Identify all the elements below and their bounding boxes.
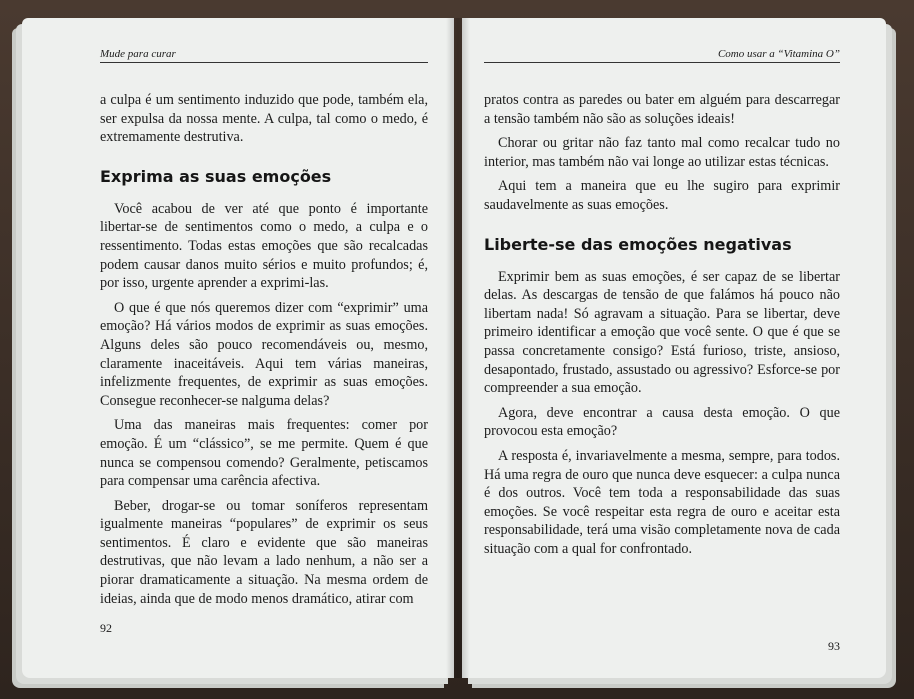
paragraph: Exprimir bem as suas emoções, é ser capaz de se libertar delas. As descargas de tensão de que falámos há pouco não libertam nada! Só agravam a situação. Para se libertar, deve primeiro identificar a emoção que você sente. O que é que se passa concretamente consigo? Está furioso, triste, ansioso, desapontado, frustado, assustado ou agressivo? Esforce-se por compreender a sua emoção. [484,268,840,397]
paragraph: Uma das maneiras mais frequentes: comer por emoção. É um “clássico”, se me permite. Quem é que nunca se compensou comendo? Geralmente, petiscamos para compensar uma carência afectiva. [100,417,428,490]
page-number: 92 [100,621,112,635]
paragraph: Chorar ou gritar não faz tanto mal como recalcar tudo no interior, mas também não vai longe ao utilizar estas técnicas. [484,135,840,170]
book-gutter [446,18,470,678]
paragraph: Beber, drogar-se ou tomar soníferos representam igualmente maneiras “populares” de exprimir os seus sentimentos. É claro e evidente que são maneiras destrutivas, que não levam a lado nenhum, a não ser a piorar dramaticamente a situação. Na mesma ordem de ideias, ainda que de modo menos dramático, atirar com [100,497,428,607]
paragraph: Agora, deve encontrar a causa desta emoção. O que provocou esta emoção? [484,404,840,440]
right-page [462,18,886,678]
paragraph: Aqui tem a maneira que eu lhe sugiro para exprimir saudavelmente as suas emoções. [484,178,840,213]
section-heading: Liberte-se das emoções negativas [484,234,792,254]
paragraph: Você acabou de ver até que ponto é importante libertar-se de sentimentos como o medo, a culpa e o ressentimento. Todas estas emoções que são recalcadas podem causar danos muito sérios e muito profundos; é, por isso, urgente aprender a exprimi-las. [100,200,428,292]
left-page [22,18,454,678]
page-number: 93 [828,639,840,653]
section-heading: Exprima as suas emoções [100,166,332,186]
running-head: Como usar a “Vitamina O” [484,48,840,63]
running-head: Mude para curar [100,48,428,63]
paragraph: pratos contra as paredes ou bater em alguém para descarregar a tensão também não são as soluções ideais! [484,92,840,127]
paragraph: a culpa é um sentimento induzido que pode, também ela, ser expulsa da nossa mente. A culpa, tal como o medo, é extremamente destrutiva. [100,92,428,146]
paragraph: A resposta é, invariavelmente a mesma, sempre, para todos. Há uma regra de ouro que nunca deve esquecer: a culpa nunca é dos outros. Você tem toda a responsabilidade das suas emoções. Se você respeitar esta regra de ouro e aceitar esta responsabilidade, terá uma visão completamente nova de cada situação com a qual for confrontado. [484,447,840,557]
paragraph: O que é que nós queremos dizer com “exprimir” uma emoção? Há vários modos de exprimir as suas emoções. Alguns deles são pouco recomendáveis ou, mesmo, claramente inaceitáveis. Aqui tem várias maneiras, infelizmente frequentes, de exprimir as suas emoções. Consegue reconhecer-se nalguma delas? [100,299,428,409]
